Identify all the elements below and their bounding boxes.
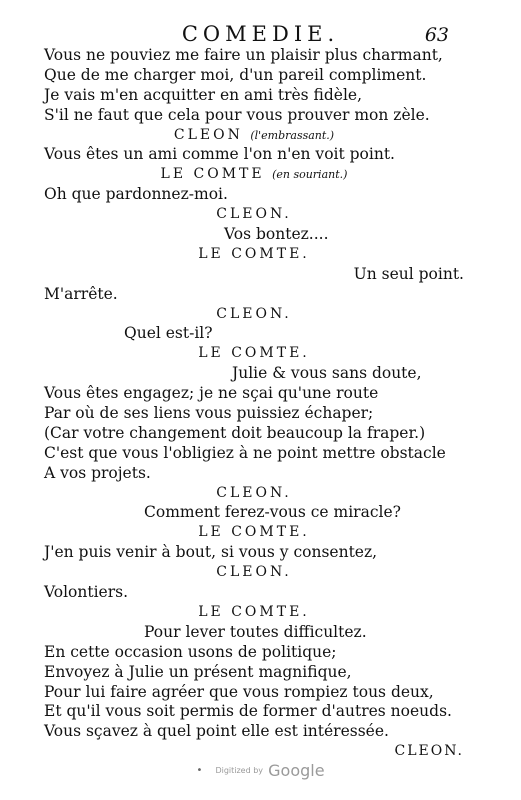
verse-line: J'en puis venir à bout, si vous y consentez,: [44, 543, 378, 562]
verse-line: Pour lever toutes difficultez.: [144, 622, 367, 641]
speaker-cleon: CLEON.: [216, 564, 292, 581]
digitized-watermark: [0, 760, 521, 780]
verse-line: Pour lui faire agréer que vous rompiez tous deux,: [44, 682, 434, 701]
verse-line: C'est que vous l'obligiez à ne point mettre obstacle: [44, 443, 446, 462]
verse-line: Vous ne pouviez me faire un plaisir plus charmant,: [44, 46, 443, 64]
verse-line: Vous êtes engagez; je ne sçai qu'une route: [44, 384, 379, 403]
verse-line: Un seul point.: [353, 264, 464, 283]
stage-direction: (l'embrassant.): [250, 128, 335, 142]
play-text: [44, 46, 464, 762]
verse-line: Envoyez à Julie un présent magnifique,: [44, 662, 352, 681]
page-number: 63: [424, 24, 449, 46]
speaker-le-comte: [44, 165, 464, 185]
stage-direction: (en souriant.): [272, 168, 348, 182]
verse-line: Je vais m'en acquitter en ami très fidèle,: [44, 85, 363, 104]
verse-line: En cette occasion usons de politique;: [44, 642, 337, 661]
verse-line: A vos projets.: [44, 463, 151, 482]
verse-line: Et qu'il vous soit permis de former d'autres noeuds.: [44, 702, 452, 721]
verse-line: Que de me charger moi, d'un pareil compliment.: [44, 65, 427, 84]
verse-line: Julie & vous sans doute,: [232, 364, 422, 383]
speaker-cleon: [44, 126, 464, 146]
speaker-name: CLEON: [173, 126, 243, 143]
speaker-le-comte: LE COMTE.: [198, 245, 310, 262]
watermark-prefix: Digitized by: [215, 766, 264, 775]
speaker-cleon: CLEON.: [216, 206, 292, 223]
verse-line: Oh que pardonnez-moi.: [44, 185, 228, 204]
mark-icon: •: [196, 765, 203, 776]
speaker-cleon: CLEON.: [216, 484, 292, 501]
google-logo: Google: [268, 761, 325, 780]
running-title: COMEDIE.: [181, 22, 340, 46]
speaker-le-comte: LE COMTE.: [198, 524, 310, 541]
verse-line: Volontiers.: [44, 583, 129, 602]
verse-line: Vous êtes un ami comme l'on n'en voit point.: [44, 145, 395, 164]
verse-line: Comment ferez-vous ce miracle?: [144, 503, 401, 522]
speaker-le-comte: LE COMTE.: [198, 345, 310, 362]
speaker-cleon-catchword: CLEON.: [394, 743, 464, 760]
speaker-cleon: CLEON.: [216, 305, 292, 322]
speaker-le-comte: LE COMTE.: [198, 603, 310, 620]
verse-line: Vous sçavez à quel point elle est intéressée.: [44, 722, 389, 741]
verse-line: Vos bontez....: [224, 225, 329, 244]
verse-line: Par où de ses liens vous puissiez échaper;: [44, 404, 374, 423]
verse-line: S'il ne faut que cela pour vous prouver mon zèle.: [44, 105, 430, 124]
verse-line: (Car votre changement doit beaucoup la fraper.): [44, 423, 426, 442]
verse-line: Quel est-il?: [124, 324, 213, 343]
verse-line: M'arrête.: [44, 284, 118, 303]
speaker-name: LE COMTE: [160, 166, 265, 183]
